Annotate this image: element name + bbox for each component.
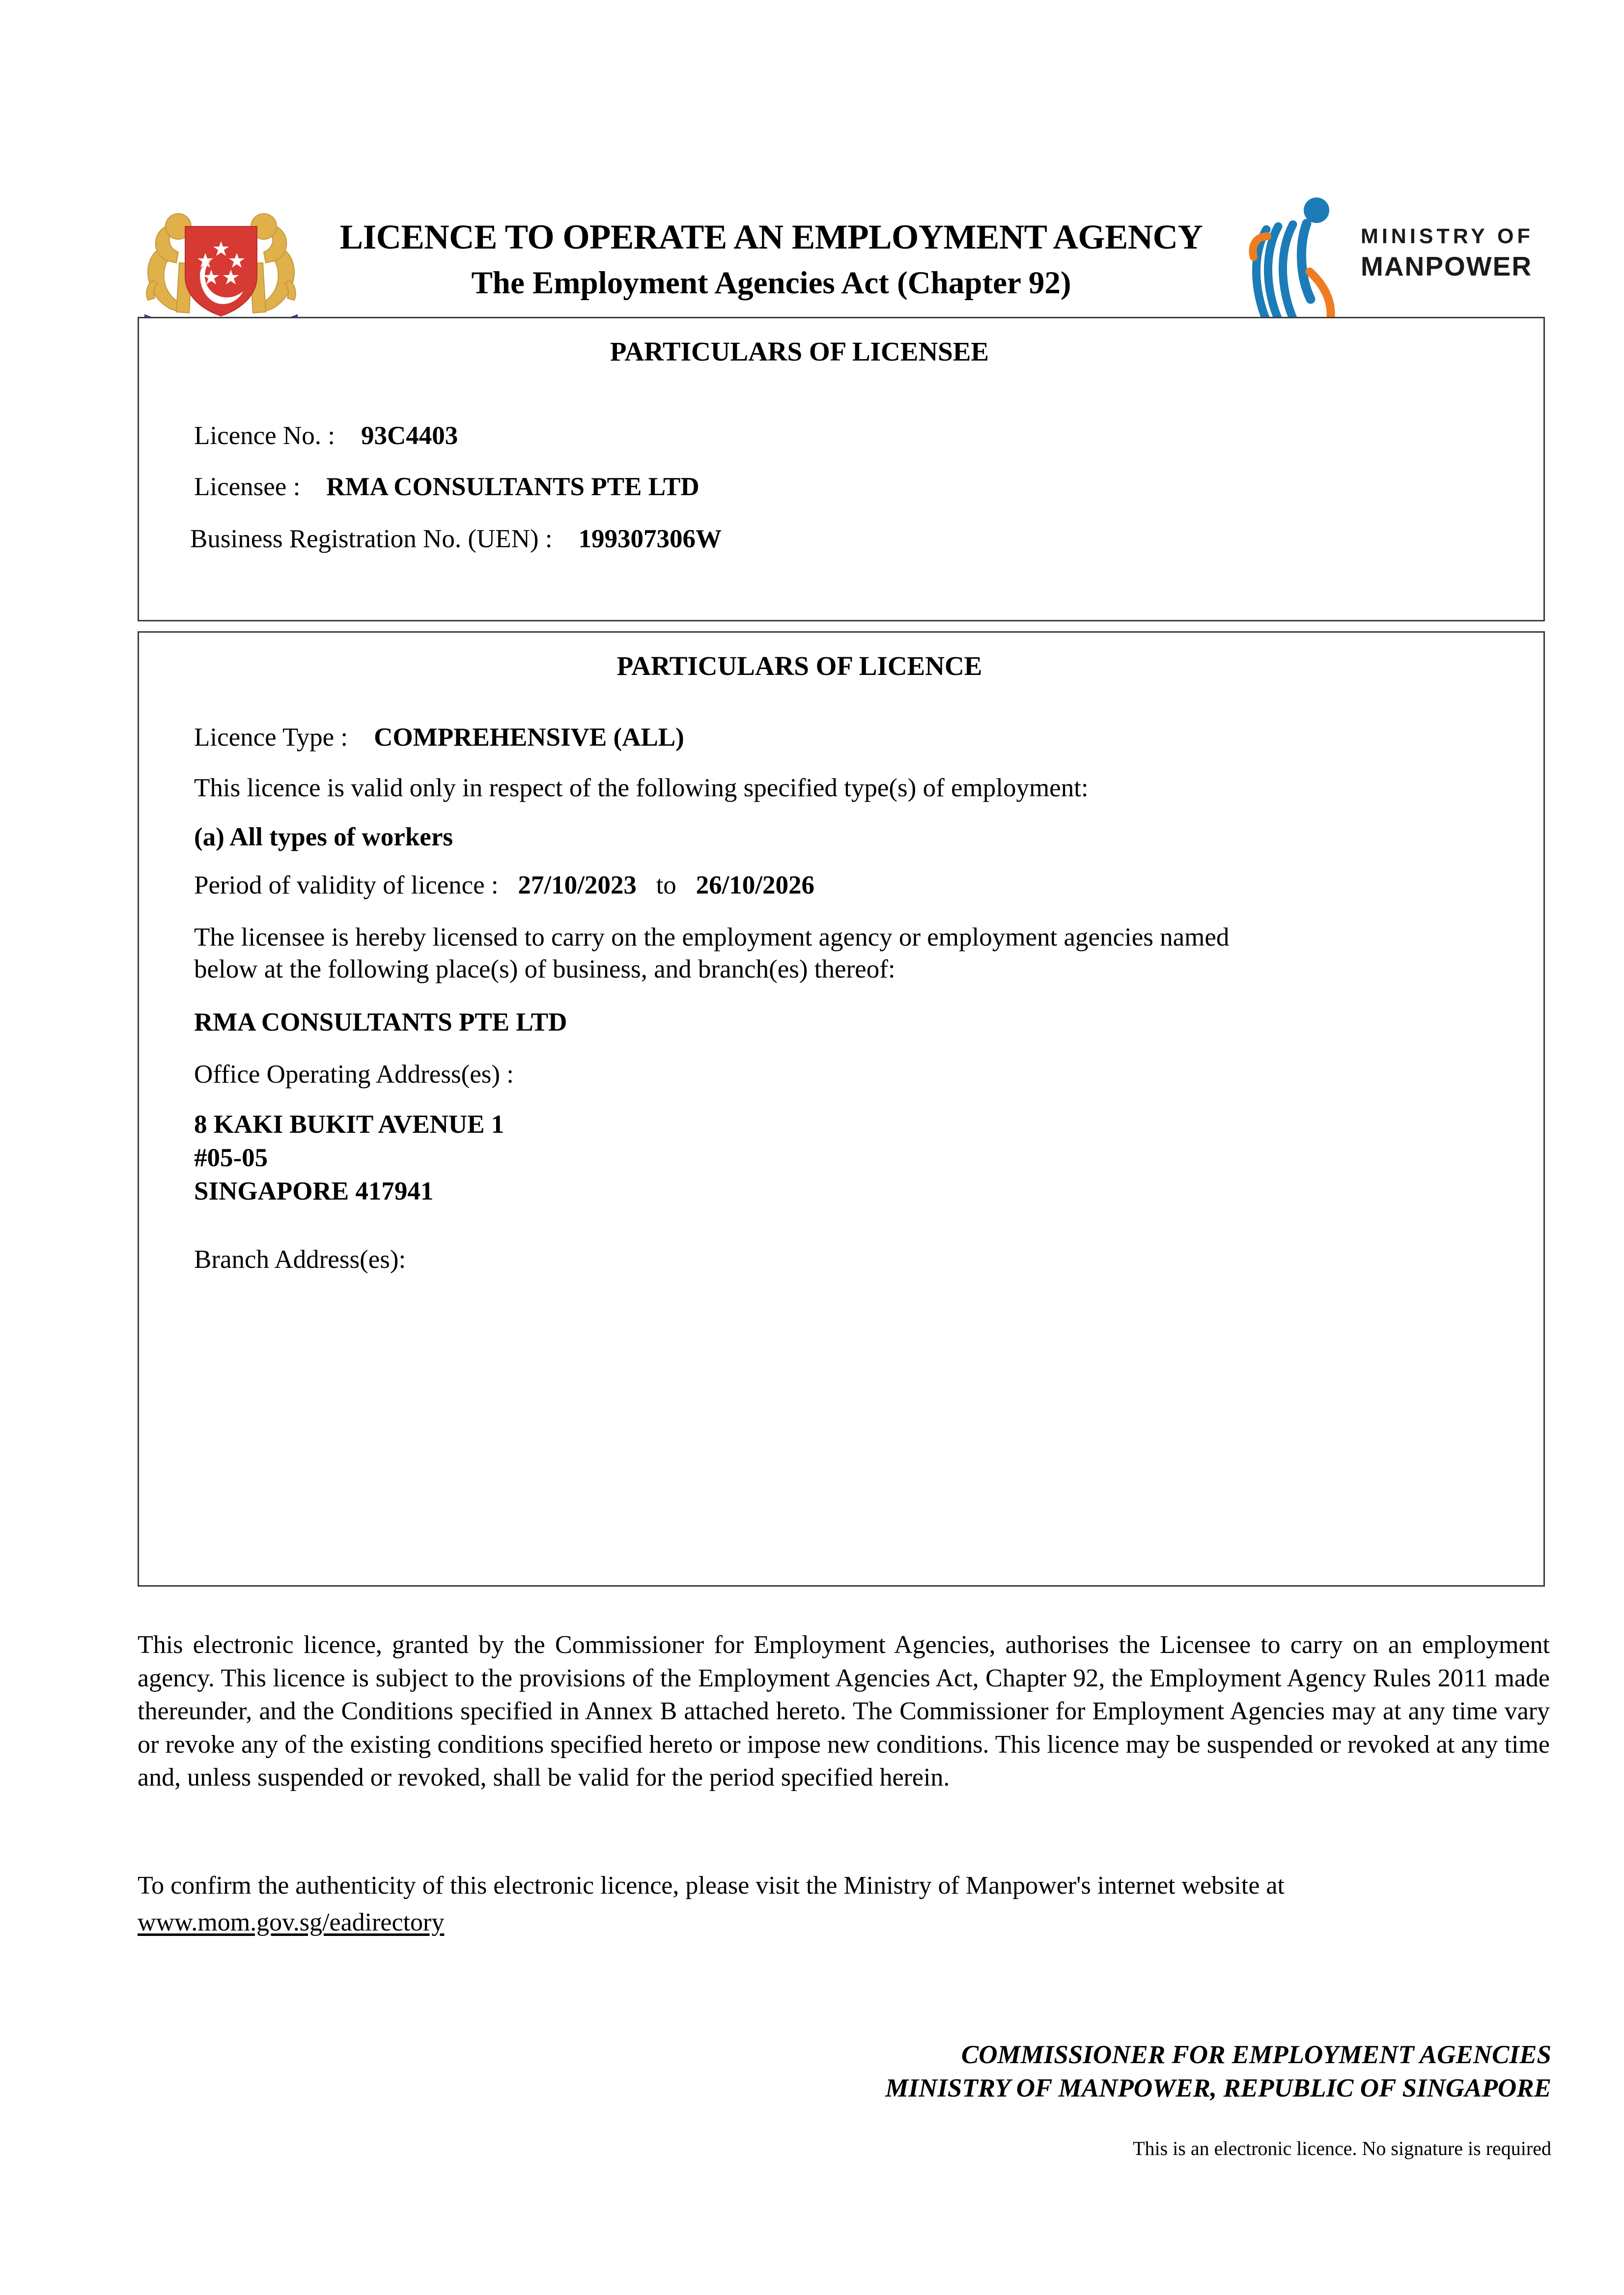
authorisation-line-1: The licensee is hereby licensed to carry on the employment agency or employment agencies named	[194, 923, 1230, 952]
uen-row	[190, 524, 722, 555]
signature-line-commissioner: COMMISSIONER FOR EMPLOYMENT AGENCIES	[961, 2041, 1551, 2069]
ministry-of-manpower-logo	[1248, 194, 1552, 336]
electronic-licence-note: This is an electronic licence. No signature is required	[1133, 2137, 1551, 2159]
office-address-line: #05-05	[194, 1143, 268, 1172]
licence-panel-title: PARTICULARS OF LICENCE	[616, 651, 982, 681]
authorisation-line-2: below at the following place(s) of business, and branch(es) thereof:	[194, 955, 896, 983]
licence-number-label: Licence No. :	[194, 421, 335, 450]
document-title-primary: LICENCE TO OPERATE AN EMPLOYMENT AGENCY	[339, 218, 1203, 256]
validity-joiner: to	[656, 871, 676, 899]
branch-address-label: Branch Address(es):	[194, 1245, 406, 1274]
particulars-of-licensee-panel	[138, 317, 1545, 621]
office-address-line: SINGAPORE 417941	[194, 1176, 434, 1205]
mom-swoosh-icon	[1248, 194, 1356, 336]
office-address-line: 8 KAKI BUKIT AVENUE 1	[194, 1110, 504, 1139]
legal-terms-paragraph: This electronic licence, granted by the Commissioner for Employment Agencies, authorises the Licensee to carry on an employment agency. This licence is subject to the provisions of the Employment Agencies Act, Chapter 92, the Employment Agency Rules 2011 made thereunder, and the Conditions specified in Annex B attached hereto. The Commissioner for Employment Agencies may at any time vary or revoke any of the existing conditions specified hereto or impose new conditions. This licence may be suspended or revoked at any time and, unless suspended or revoked, shall be valid for the period specified herein.	[138, 1631, 1550, 1792]
mom-wordmark-line1: MINISTRY OF	[1361, 224, 1534, 248]
document-header	[0, 93, 1624, 301]
particulars-of-licence-panel	[138, 631, 1545, 1587]
validity-period-row	[194, 870, 814, 901]
licence-type-label: Licence Type :	[194, 723, 348, 752]
uen-label: Business Registration No. (UEN) :	[190, 525, 553, 553]
licensee-panel-title: PARTICULARS OF LICENSEE	[610, 336, 989, 366]
signature-block	[885, 2039, 1551, 2105]
validity-start-date: 27/10/2023	[518, 871, 637, 899]
authenticity-paragraph: To confirm the authenticity of this electronic licence, please visit the Ministry of Manpower's internet website at	[138, 1872, 1285, 1900]
validity-period-label: Period of validity of licence :	[194, 871, 499, 899]
document-title-block	[322, 219, 1221, 301]
validity-end-date: 26/10/2026	[696, 871, 815, 899]
document-title-secondary: The Employment Agencies Act (Chapter 92)	[471, 265, 1071, 301]
uen-value: 199307306W	[578, 525, 722, 553]
valid-types-intro: This licence is valid only in respect of the following specified type(s) of employment:	[194, 774, 1089, 802]
employment-types-item: (a) All types of workers	[194, 823, 453, 851]
mom-eadirectory-link[interactable]: www.mom.gov.sg/eadirectory	[138, 1908, 445, 1936]
office-address-block	[194, 1108, 504, 1208]
licensee-name-value: RMA CONSULTANTS PTE LTD	[326, 473, 700, 501]
mom-wordmark-line2: MANPOWER	[1361, 251, 1533, 281]
licence-number-row	[194, 420, 458, 452]
licensee-name-row	[194, 472, 700, 503]
licensee-name-label: Licensee :	[194, 473, 301, 501]
licence-type-row	[194, 722, 684, 754]
agency-name: RMA CONSULTANTS PTE LTD	[194, 1008, 567, 1036]
licence-number-value: 93C4403	[361, 421, 458, 450]
mom-wordmark	[1361, 224, 1534, 283]
licence-type-value: COMPREHENSIVE (ALL)	[374, 723, 684, 752]
office-address-label: Office Operating Address(es) :	[194, 1060, 514, 1089]
signature-line-ministry: MINISTRY OF MANPOWER, REPUBLIC OF SINGAPORE	[885, 2073, 1551, 2102]
